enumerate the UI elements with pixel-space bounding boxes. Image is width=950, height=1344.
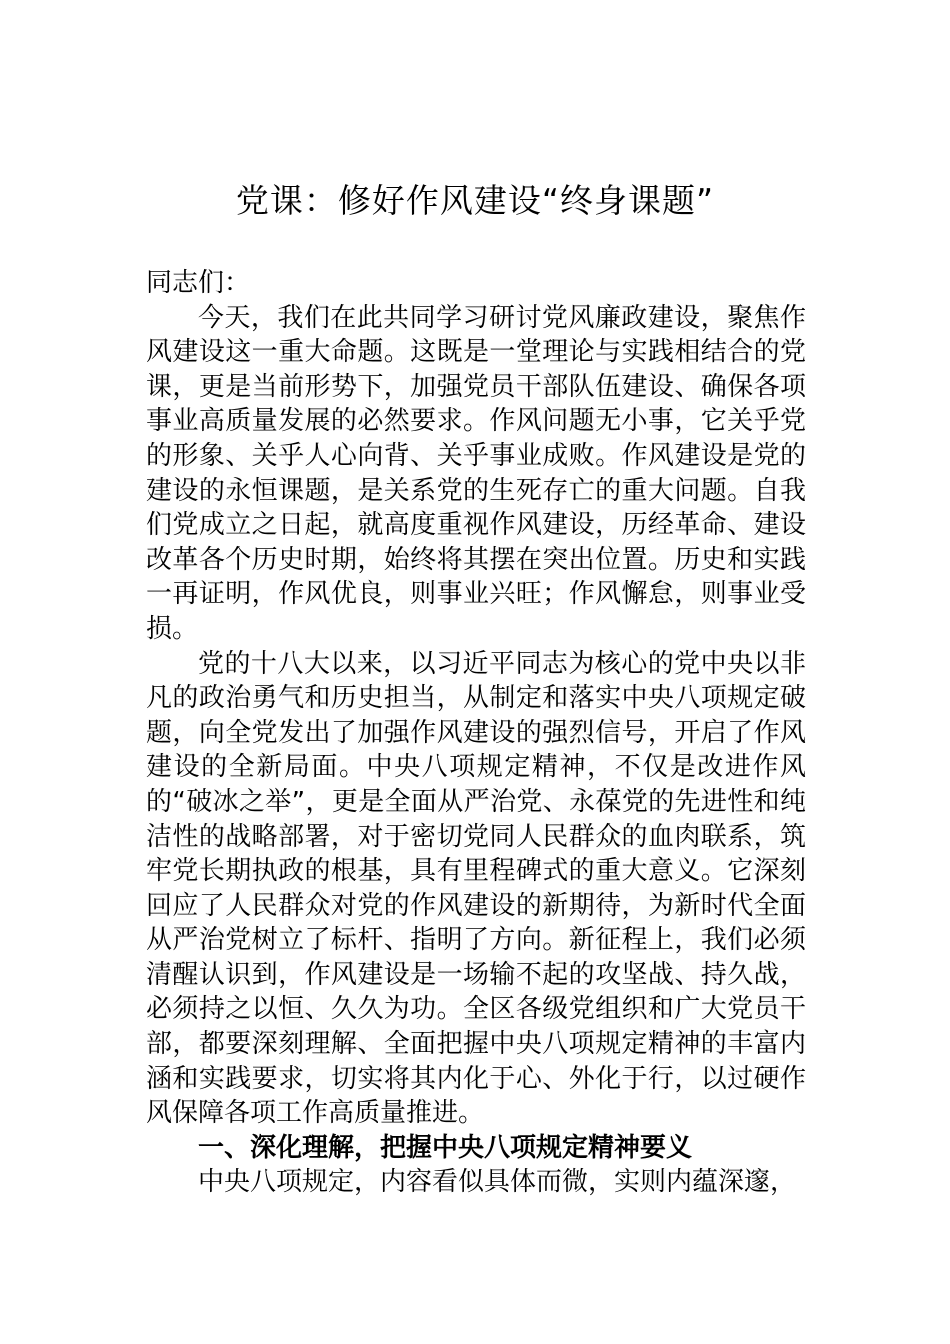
paragraph-intro: 今天，我们在此共同学习研讨党风廉政建设，聚焦作风建设这一重大命题。这既是一堂理论与实践相结合的党课，更是当前形势下，加强党员干部队伍建设、确保各项事业高质量发展的必然要求。作风问题无小事，它关乎党的形象、关乎人心向背、关乎事业成败。作风建设是党的建设的永恒课题，是关系党的生死存亡的重大问题。自我们党成立之日起，就高度重视作风建设，历经革命、建设改革各个历史时期，始终将其摆在突出位置。历史和实践一再证明，作风优良，则事业兴旺；作风懈怠，则事业受损。 (146, 302, 806, 644)
paragraph-eight-rules: 党的十八大以来，以习近平同志为核心的党中央以非凡的政治勇气和历史担当，从制定和落实中央八项规定破题，向全党发出了加强作风建设的强烈信号，开启了作风建设的全新局面。中央八项规定精神，不仅是改进作风的“破冰之举”，更是全面从严治党、永葆党的先进性和纯洁性的战略部署，对于密切党同人民群众的血肉联系，筑牢党长期执政的根基，具有里程碑式的重大意义。它深刻回应了人民群众对党的作风建设的新期待，为新时代全面从严治党树立了标杆、指明了方向。新征程上，我们必须清醒认识到，作风建设是一场输不起的攻坚战、持久战，必须持之以恒、久久为功。全区各级党组织和广大党员干部，都要深刻理解、全面把握中央八项规定精神的丰富内涵和实践要求，切实将其内化于心、外化于行，以过硬作风保障各项工作高质量推进。 (146, 648, 806, 1129)
document-body (146, 266, 806, 1200)
document-title: 党课：修好作风建设“终身课题” (235, 181, 715, 220)
section-heading: 一、深化理解，把握中央八项规定精神要义 (198, 1132, 693, 1163)
salutation: 同志们： (146, 268, 251, 298)
paragraph-section-one: 中央八项规定，内容看似具体而微，实则内蕴深邃， (198, 1167, 797, 1198)
